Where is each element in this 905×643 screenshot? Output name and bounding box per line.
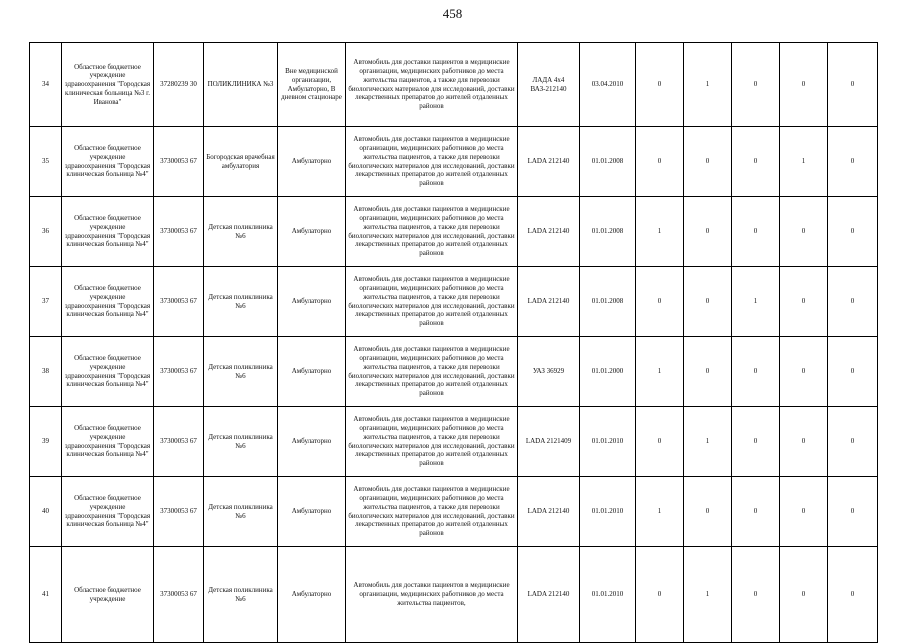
count-cell: 0	[780, 267, 828, 337]
vehicle-model-cell: LADA 212140	[518, 477, 580, 547]
care-conditions-cell: Амбулаторно	[278, 127, 346, 197]
vehicle-purpose-cell: Автомобиль для доставки пациентов в медицинские организации, медицинских работников до места жительства пациентов, а также для перевозки биологических материалов для исследований, доставки лекарственных препаратов до жителей отдаленных районов	[346, 407, 518, 477]
count-cell: 0	[636, 267, 684, 337]
vehicle-model-cell: УАЗ 36929	[518, 337, 580, 407]
count-cell: 0	[636, 407, 684, 477]
vehicle-model-cell: LADA 212140	[518, 127, 580, 197]
department-cell: Детская поликлиника №6	[204, 267, 278, 337]
count-cell: 0	[636, 127, 684, 197]
vehicle-model-cell: LADA 212140	[518, 267, 580, 337]
table-row	[30, 43, 878, 127]
table-row	[30, 267, 878, 337]
count-cell: 0	[780, 337, 828, 407]
care-conditions-cell: Амбулаторно	[278, 477, 346, 547]
count-cell: 0	[732, 407, 780, 477]
row-number-cell: 35	[30, 127, 62, 197]
count-cell: 0	[684, 477, 732, 547]
code-cell: 37280239 30	[154, 43, 204, 127]
count-cell: 0	[828, 197, 878, 267]
code-cell: 37300053 67	[154, 127, 204, 197]
vehicle-model-cell: LADA 212140	[518, 547, 580, 643]
count-cell: 0	[732, 43, 780, 127]
count-cell: 1	[684, 43, 732, 127]
commission-date-cell: 01.01.2010	[580, 547, 636, 643]
count-cell: 1	[684, 547, 732, 643]
count-cell: 0	[828, 267, 878, 337]
count-cell: 1	[636, 337, 684, 407]
table-row	[30, 547, 878, 643]
commission-date-cell: 01.01.2010	[580, 477, 636, 547]
code-cell: 37300053 67	[154, 407, 204, 477]
count-cell: 0	[732, 337, 780, 407]
count-cell: 0	[732, 197, 780, 267]
organization-cell: Областное бюджетное учреждение здравоохранения "Городская клиническая больница №4"	[62, 337, 154, 407]
row-number-cell: 38	[30, 337, 62, 407]
commission-date-cell: 01.01.2008	[580, 197, 636, 267]
vehicle-purpose-cell: Автомобиль для доставки пациентов в медицинские организации, медицинских работников до места жительства пациентов, а также для перевозки биологических материалов для исследований, доставки лекарственных препаратов до жителей отдаленных районов	[346, 337, 518, 407]
commission-date-cell: 03.04.2010	[580, 43, 636, 127]
count-cell: 1	[780, 127, 828, 197]
count-cell: 1	[684, 407, 732, 477]
count-cell: 0	[636, 43, 684, 127]
table-row	[30, 337, 878, 407]
commission-date-cell: 01.01.2008	[580, 267, 636, 337]
organization-cell: Областное бюджетное учреждение здравоохранения "Городская клиническая больница №4"	[62, 197, 154, 267]
code-cell: 37300053 67	[154, 337, 204, 407]
count-cell: 0	[780, 43, 828, 127]
commission-date-cell: 01.01.2008	[580, 127, 636, 197]
department-cell: Детская поликлиника №6	[204, 477, 278, 547]
row-number-cell: 36	[30, 197, 62, 267]
organization-cell: Областное бюджетное учреждение здравоохранения "Городская клиническая больница №3 г. Иванова"	[62, 43, 154, 127]
count-cell: 0	[636, 547, 684, 643]
count-cell: 0	[828, 477, 878, 547]
count-cell: 0	[828, 337, 878, 407]
count-cell: 1	[732, 267, 780, 337]
care-conditions-cell: Амбулаторно	[278, 337, 346, 407]
department-cell: Детская поликлиника №6	[204, 407, 278, 477]
row-number-cell: 34	[30, 43, 62, 127]
table-body	[30, 43, 878, 643]
page-number: 458	[442, 6, 463, 21]
vehicle-model-cell: LADA 212140	[518, 197, 580, 267]
table-row	[30, 197, 878, 267]
care-conditions-cell: Амбулаторно	[278, 407, 346, 477]
vehicle-purpose-cell: Автомобиль для доставки пациентов в медицинские организации, медицинских работников до места жительства пациентов,	[346, 547, 518, 643]
count-cell: 0	[780, 547, 828, 643]
vehicles-table	[29, 42, 878, 643]
table-row	[30, 127, 878, 197]
count-cell: 0	[684, 127, 732, 197]
care-conditions-cell: Амбулаторно	[278, 197, 346, 267]
count-cell: 0	[732, 127, 780, 197]
count-cell: 0	[828, 547, 878, 643]
vehicle-model-cell: LADA 2121409	[518, 407, 580, 477]
care-conditions-cell: Амбулаторно	[278, 547, 346, 643]
vehicle-purpose-cell: Автомобиль для доставки пациентов в медицинские организации, медицинских работников до места жительства пациентов, а также для перевозки биологических материалов для исследований, доставки лекарственных препаратов до жителей отдаленных районов	[346, 267, 518, 337]
count-cell: 0	[780, 197, 828, 267]
organization-cell: Областное бюджетное учреждение здравоохранения "Городская клиническая больница №4"	[62, 127, 154, 197]
count-cell: 0	[732, 477, 780, 547]
code-cell: 37300053 67	[154, 547, 204, 643]
commission-date-cell: 01.01.2010	[580, 407, 636, 477]
care-conditions-cell: Амбулаторно	[278, 267, 346, 337]
commission-date-cell: 01.01.2000	[580, 337, 636, 407]
table-row	[30, 477, 878, 547]
organization-cell: Областное бюджетное учреждение здравоохранения "Городская клиническая больница №4"	[62, 477, 154, 547]
row-number-cell: 39	[30, 407, 62, 477]
count-cell: 0	[684, 337, 732, 407]
count-cell: 0	[780, 407, 828, 477]
row-number-cell: 40	[30, 477, 62, 547]
vehicle-purpose-cell: Автомобиль для доставки пациентов в медицинские организации, медицинских работников до места жительства пациентов, а также для перевозки биологических материалов для исследований, доставки лекарственных препаратов до жителей отдаленных районов	[346, 43, 518, 127]
row-number-cell: 41	[30, 547, 62, 643]
count-cell: 1	[636, 477, 684, 547]
organization-cell: Областное бюджетное учреждение здравоохранения "Городская клиническая больница №4"	[62, 267, 154, 337]
organization-cell: Областное бюджетное учреждение здравоохранения "Городская клиническая больница №4"	[62, 407, 154, 477]
count-cell: 1	[636, 197, 684, 267]
department-cell: Детская поликлиника №6	[204, 547, 278, 643]
row-number-cell: 37	[30, 267, 62, 337]
count-cell: 0	[828, 127, 878, 197]
vehicle-model-cell: ЛАДА 4х4 ВАЗ-212140	[518, 43, 580, 127]
count-cell: 0	[780, 477, 828, 547]
code-cell: 37300053 67	[154, 267, 204, 337]
code-cell: 37300053 67	[154, 477, 204, 547]
count-cell: 0	[684, 267, 732, 337]
department-cell: Детская поликлиника №6	[204, 337, 278, 407]
vehicle-purpose-cell: Автомобиль для доставки пациентов в медицинские организации, медицинских работников до места жительства пациентов, а также для перевозки биологических материалов для исследований, доставки лекарственных препаратов до жителей отдаленных районов	[346, 477, 518, 547]
vehicle-purpose-cell: Автомобиль для доставки пациентов в медицинские организации, медицинских работников до места жительства пациентов, а также для перевозки биологических материалов для исследований, доставки лекарственных препаратов до жителей отдаленных районов	[346, 197, 518, 267]
count-cell: 0	[828, 407, 878, 477]
care-conditions-cell: Вне медицинской организации, Амбулаторно, В дневном стационаре	[278, 43, 346, 127]
code-cell: 37300053 67	[154, 197, 204, 267]
count-cell: 0	[732, 547, 780, 643]
table-row	[30, 407, 878, 477]
vehicle-purpose-cell: Автомобиль для доставки пациентов в медицинские организации, медицинских работников до места жительства пациентов, а также для перевозки биологических материалов для исследований, доставки лекарственных препаратов до жителей отдаленных районов	[346, 127, 518, 197]
department-cell: Детская поликлиника №6	[204, 197, 278, 267]
count-cell: 0	[684, 197, 732, 267]
department-cell: Богородская врачебная амбулатория	[204, 127, 278, 197]
count-cell: 0	[828, 43, 878, 127]
organization-cell: Областное бюджетное учреждение	[62, 547, 154, 643]
department-cell: ПОЛИКЛИНИКА №3	[204, 43, 278, 127]
